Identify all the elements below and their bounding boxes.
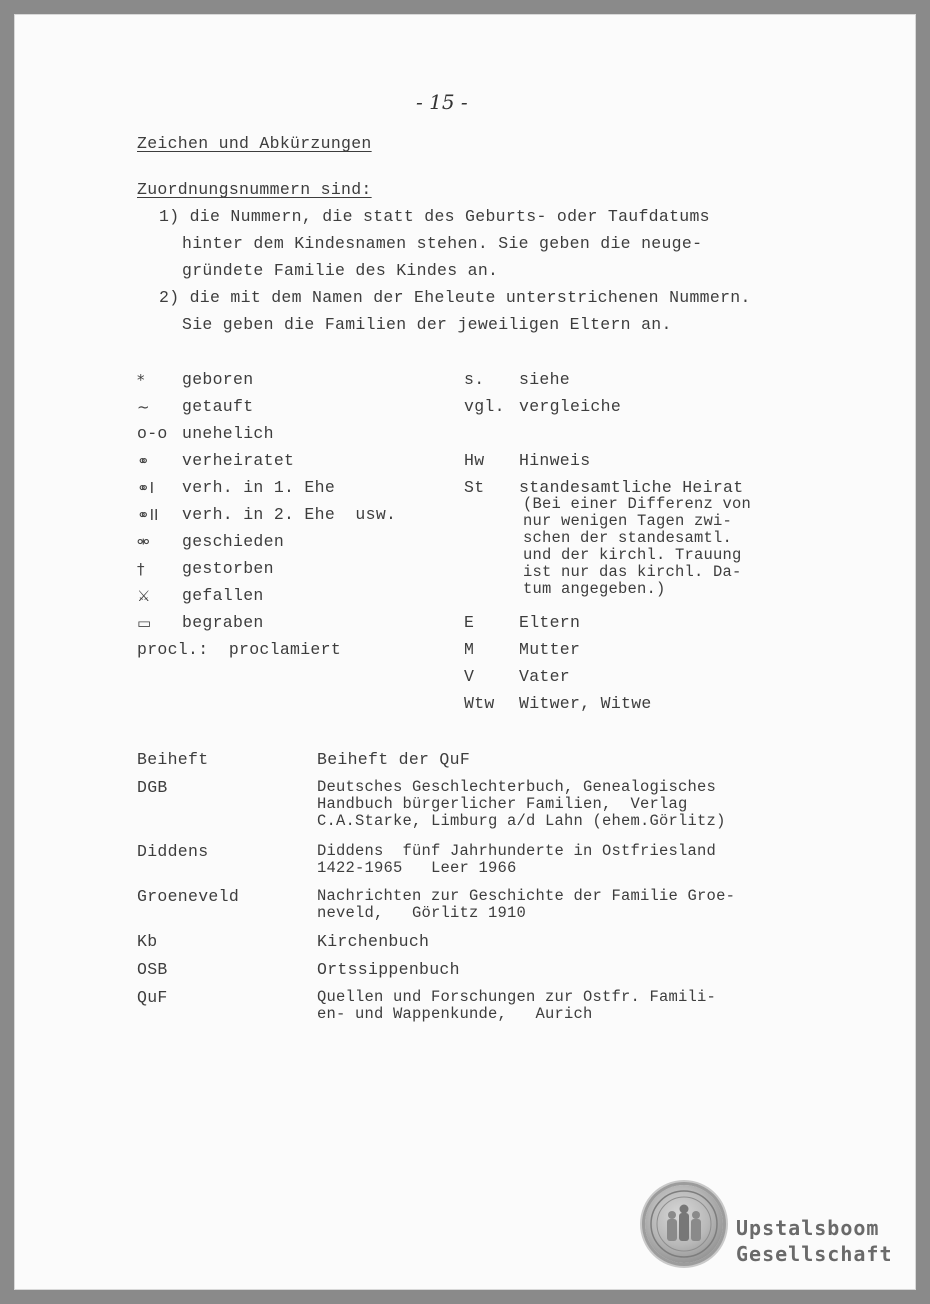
abbr-label: standesamtliche Heirat [519, 478, 744, 497]
brand-line-2: Gesellschaft [736, 1242, 893, 1266]
st-note-line: nur wenigen Tagen zwi- [523, 512, 733, 530]
symbol-fallen: ⚔ [137, 587, 151, 605]
lit-abbr: Kb [137, 932, 158, 951]
abbr-label: Hinweis [519, 451, 591, 470]
symbol-first-marriage: ⚭I [137, 479, 154, 497]
abbr-code: Hw [464, 451, 485, 470]
symbol-married: ⚭ [137, 452, 150, 470]
abbr-label: Vater [519, 667, 571, 686]
symbol-label: begraben [182, 613, 264, 632]
zuordnung-line: hinter dem Kindesnamen stehen. Sie geben die neuge- [182, 234, 703, 253]
lit-abbr: OSB [137, 960, 168, 979]
page-number: - 15 - [416, 90, 468, 114]
lit-text: Quellen und Forschungen zur Ostfr. Famili- [317, 988, 717, 1006]
abbr-code: E [464, 613, 475, 632]
symbol-label: verh. in 1. Ehe [182, 478, 336, 497]
lit-text: C.A.Starke, Limburg a/d Lahn (ehem.Görlitz) [317, 812, 726, 830]
brand-line-1: Upstalsboom [736, 1216, 880, 1240]
symbol-label: getauft [182, 397, 254, 416]
lit-text: Beiheft der QuF [317, 750, 471, 769]
abbr-label: Mutter [519, 640, 581, 659]
lit-text: en- und Wappenkunde, Aurich [317, 1005, 593, 1023]
symbol-buried: ▭ [137, 614, 152, 632]
lit-text: Nachrichten zur Geschichte der Familie Groe- [317, 887, 736, 905]
lit-abbr: QuF [137, 988, 168, 1007]
symbol-label: verh. in 2. Ehe usw. [182, 505, 397, 524]
abbr-code: M [464, 640, 475, 659]
abbr-label: siehe [519, 370, 571, 389]
symbol-label: unehelich [182, 424, 274, 443]
symbol-baptized: ~ [137, 398, 150, 416]
zuordnung-line: 1) die Nummern, die statt des Geburts- oder Taufdatums [159, 207, 710, 226]
abbr-code: vgl. [464, 397, 505, 416]
abbr-code: s. [464, 370, 485, 389]
procl-entry: procl.: proclamiert [137, 640, 342, 659]
document-page [14, 14, 916, 1290]
symbol-born: * [137, 371, 145, 389]
symbol-label: geschieden [182, 532, 285, 551]
abbr-code: St [464, 478, 485, 497]
symbol-label: gestorben [182, 559, 274, 578]
abbr-label: Eltern [519, 613, 581, 632]
zuordnung-line: Sie geben die Familien der jeweiligen Eltern an. [182, 315, 672, 334]
lit-text: Handbuch bürgerlicher Familien, Verlag [317, 795, 688, 813]
symbol-second-marriage: ⚭II [137, 506, 159, 524]
abbr-code: Wtw [464, 694, 495, 713]
lit-text: Kirchenbuch [317, 932, 430, 951]
symbol-illegitimate: o-o [137, 424, 168, 443]
symbol-divorced: ⚮ [137, 533, 150, 551]
st-note-line: und der kirchl. Trauung [523, 546, 742, 564]
lit-abbr: Diddens [137, 842, 209, 861]
lit-abbr: Beiheft [137, 750, 209, 769]
st-note-line: (Bei einer Differenz von [523, 495, 752, 513]
symbol-label: gefallen [182, 586, 264, 605]
seal-figures-icon [645, 1185, 723, 1263]
heading: Zeichen und Abkürzungen [137, 134, 372, 153]
lit-text: neveld, Görlitz 1910 [317, 904, 527, 922]
lit-abbr: Groeneveld [137, 887, 240, 906]
abbr-label: Witwer, Witwe [519, 694, 652, 713]
st-note-line: ist nur das kirchl. Da- [523, 563, 742, 581]
lit-text: Diddens fünf Jahrhunderte in Ostfriesland [317, 842, 717, 860]
lit-text: Ortssippenbuch [317, 960, 460, 979]
st-note-line: tum angegeben.) [523, 580, 666, 598]
lit-text: Deutsches Geschlechterbuch, Genealogisches [317, 778, 717, 796]
zuordnung-title: Zuordnungsnummern sind: [137, 180, 372, 199]
zuordnung-line: 2) die mit dem Namen der Eheleute unterstrichenen Nummern. [159, 288, 751, 307]
seal-logo [645, 1185, 723, 1263]
lit-abbr: DGB [137, 778, 168, 797]
symbol-died: † [137, 560, 145, 578]
zuordnung-line: gründete Familie des Kindes an. [182, 261, 499, 280]
symbol-label: geboren [182, 370, 254, 389]
symbol-label: verheiratet [182, 451, 295, 470]
abbr-code: V [464, 667, 475, 686]
st-note-line: schen der standesamtl. [523, 529, 733, 547]
abbr-label: vergleiche [519, 397, 622, 416]
lit-text: 1422-1965 Leer 1966 [317, 859, 517, 877]
